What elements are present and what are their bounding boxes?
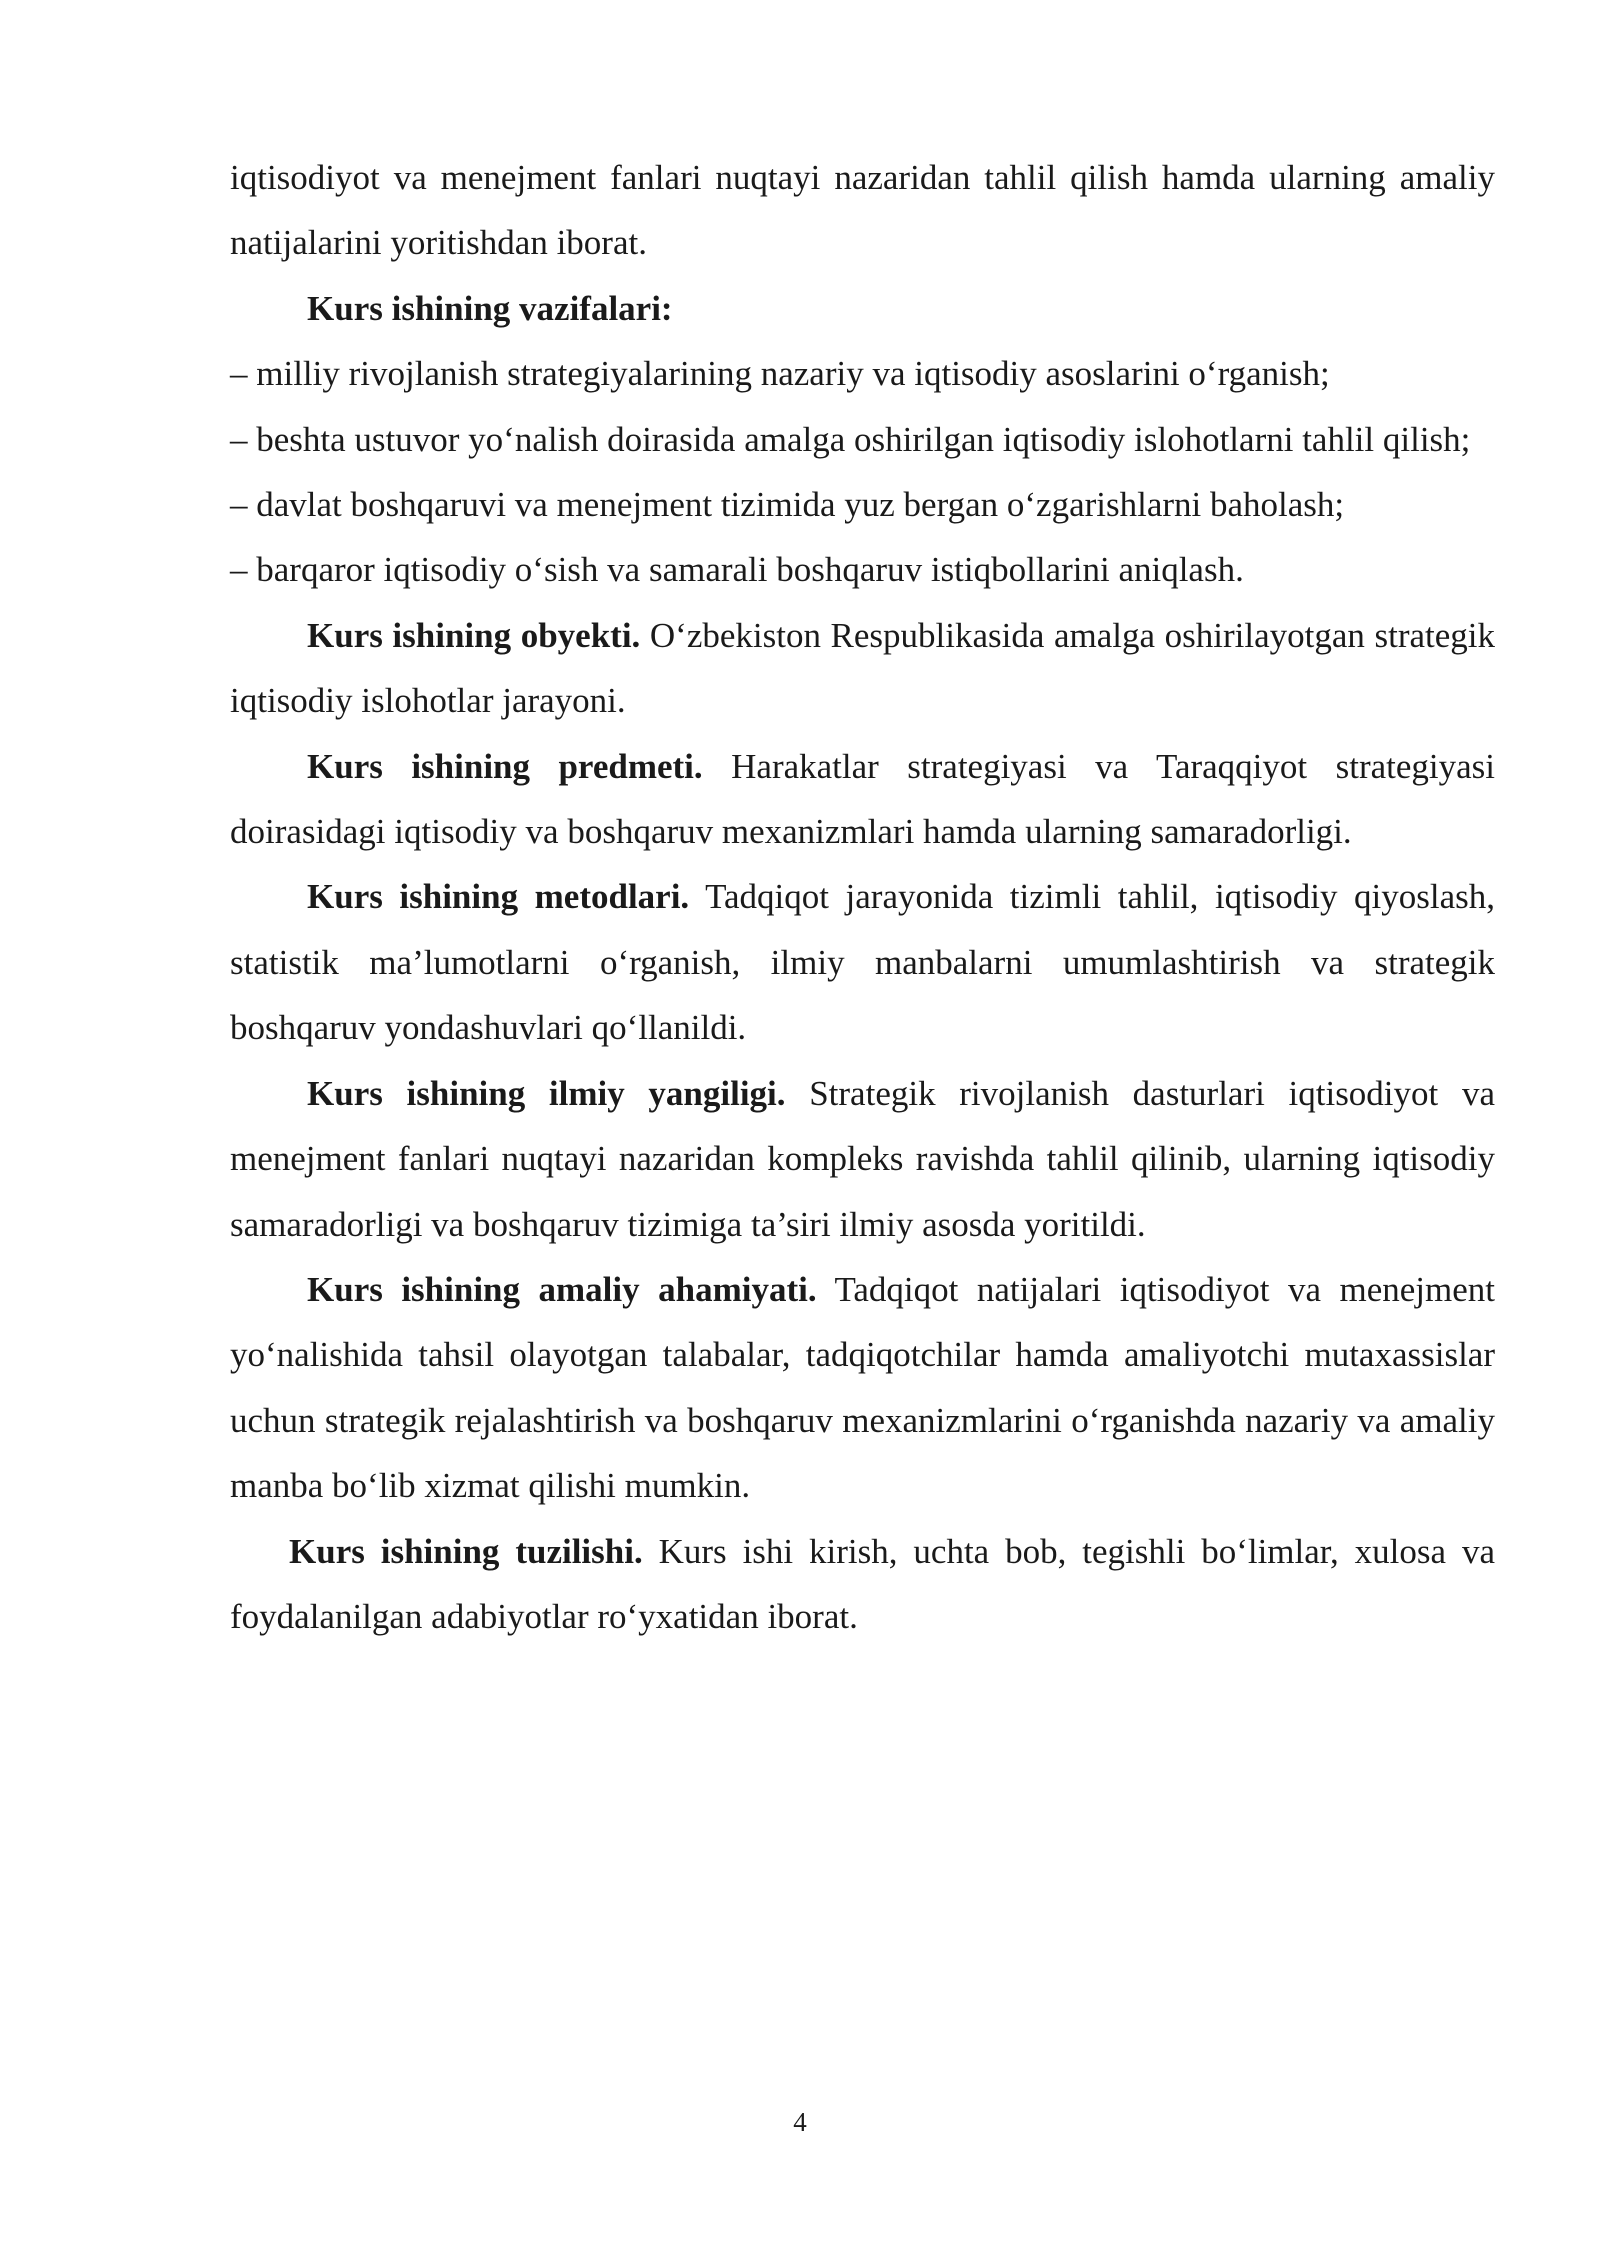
practical-paragraph: [230, 1257, 1495, 1519]
intro-paragraph: iqtisodiyot va menejment fanlari nuqtayi nazaridan tahlil qilish hamda ularning amaliy natijalarini yoritishdan iborat.: [230, 158, 1495, 263]
subject-paragraph: [230, 734, 1495, 865]
object-paragraph: [230, 603, 1495, 734]
task-item: – barqaror iqtisodiy o‘sish va samarali boshqaruv istiqbollarini aniqlash.: [230, 550, 1244, 590]
page-content: [230, 145, 1495, 1649]
tasks-heading-label: Kurs ishining vazifalari:: [307, 288, 673, 328]
page-number: 4: [793, 2107, 807, 2137]
task-item: – beshta ustuvor yo‘nalish doirasida amalga oshirilgan iqtisodiy islohotlarni tahlil qilish;: [230, 419, 1471, 459]
subject-text: Harakatlar strategiyasi va Taraqqiyot strategiyasi doirasidagi iqtisodiy va boshqaruv mexanizmlari hamda ularning samaradorligi.: [230, 746, 1495, 852]
tasks-heading: [230, 276, 1495, 341]
methods-paragraph: [230, 864, 1495, 1060]
object-label: Kurs ishining obyekti.: [307, 615, 641, 655]
methods-text: Tadqiqot jarayonida tizimli tahlil, iqtisodiy qiyoslash, statistik ma’lumotlarni o‘rganish, ilmiy manbalarni umumlashtirish va strategik boshqaruv yondashuvlari qo‘llanildi.: [230, 877, 1495, 1048]
object-text: O‘zbekiston Respublikasida amalga oshirilayotgan strategik iqtisodiy islohotlar jarayoni.: [230, 615, 1495, 721]
practical-text: Tadqiqot natijalari iqtisodiyot va menejment yo‘nalishida tahsil olayotgan talabalar, tadqiqotchilar hamda amaliyotchi mutaxassislar uchun strategik rejalashtirish va boshqaruv mexanizmlarini o‘rganishda nazariy va amaliy manba bo‘lib xizmat qilishi mumkin.: [230, 1269, 1495, 1506]
task-item: – davlat boshqaruvi va menejment tizimida yuz bergan o‘zgarishlarni baholash;: [230, 485, 1345, 525]
structure-text: Kurs ishi kirish, uchta bob, tegishli bo‘limlar, xulosa va foydalanilgan adabiyotlar ro‘yxatidan iborat.: [230, 1531, 1495, 1636]
subject-label: Kurs ishining predmeti.: [307, 746, 703, 786]
task-item: – milliy rivojlanish strategiyalarining nazariy va iqtisodiy asoslarini o‘rganish;: [230, 354, 1330, 394]
structure-paragraph: [230, 1519, 1495, 1650]
practical-label: Kurs ishining amaliy ahamiyati.: [307, 1269, 817, 1309]
methods-label: Kurs ishining metodlari.: [307, 877, 690, 917]
novelty-text: Strategik rivojlanish dasturlari iqtisodiyot va menejment fanlari nuqtayi nazaridan kompleks ravishda tahlil qilinib, ularning iqtisodiy samaradorligi va boshqaruv tizimiga ta’siri ilmiy asosda yoritildi.: [230, 1073, 1495, 1244]
novelty-paragraph: [230, 1061, 1495, 1257]
structure-label: Kurs ishining tuzilishi.: [289, 1531, 643, 1571]
novelty-label: Kurs ishining ilmiy yangiligi.: [307, 1073, 786, 1113]
